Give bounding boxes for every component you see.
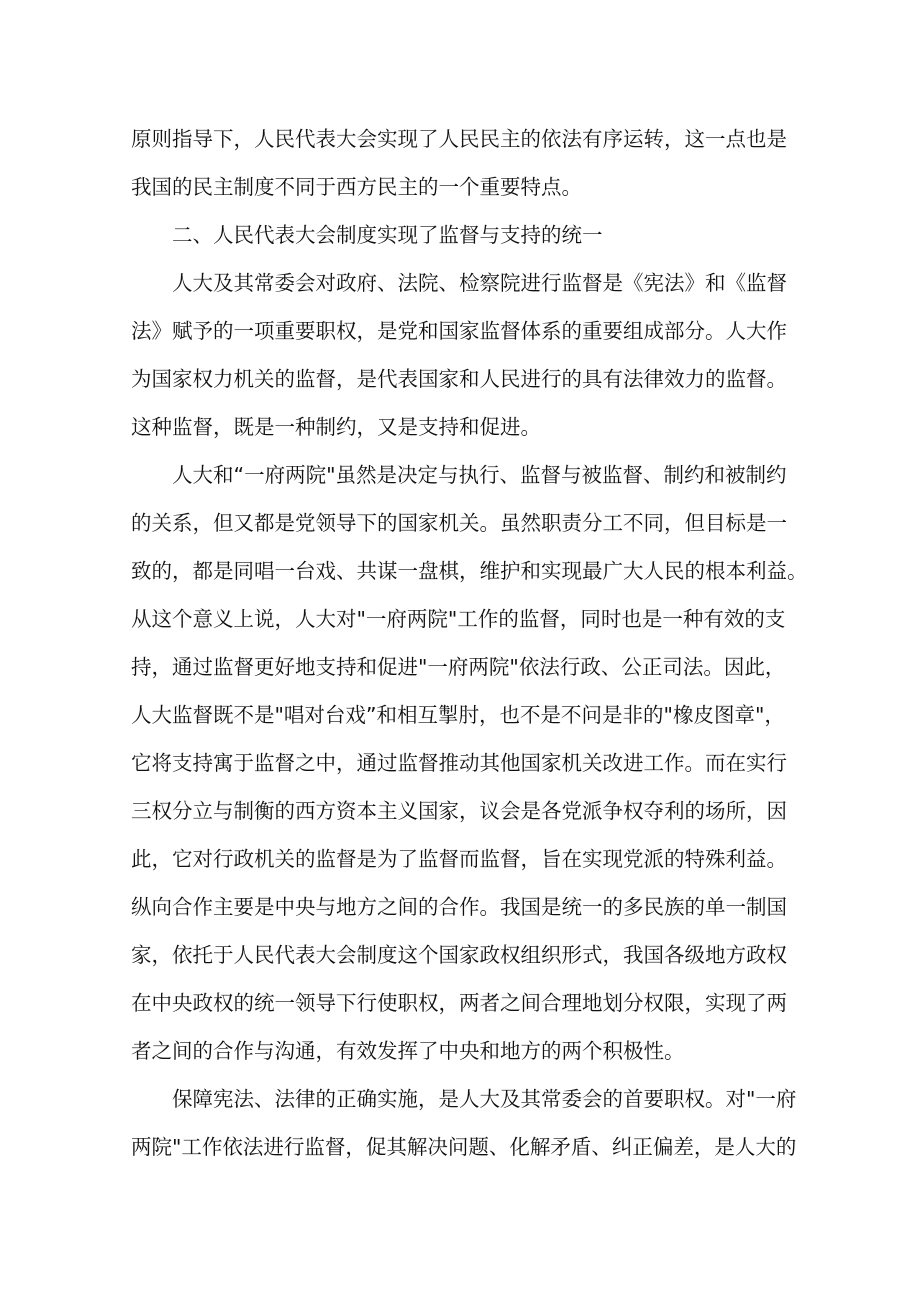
text-line: 原则指导下，人民代表大会实现了人民民主的依法有序运转，这一点也是 xyxy=(131,127,787,151)
text-line: 致的，都是同唱一台戏、共谋一盘棋，维护和实现最广大人民的根本利益。 xyxy=(131,559,808,583)
text-line: 的关系，但又都是党领导下的国家机关。虽然职责分工不同，但目标是一 xyxy=(131,511,787,535)
body-text xyxy=(131,115,808,1171)
text-line: 它将支持寓于监督之中，通过监督推动其他国家机关改进工作。而在实行 xyxy=(131,751,787,775)
text-line: 三权分立与制衡的西方资本主义国家，议会是各党派争权夺利的场所，因 xyxy=(131,799,787,823)
text-line: 者之间的合作与沟通，有效发挥了中央和地方的两个积极性。 xyxy=(131,1039,685,1063)
text-line: 人大及其常委会对政府、法院、检察院进行监督是《宪法》和《监督 xyxy=(172,271,787,295)
text-line: 从这个意义上说，人大对"一府两院"工作的监督，同时也是一种有效的支 xyxy=(131,607,786,631)
text-line: 纵向合作主要是中央与地方之间的合作。我国是统一的多民族的单一制国 xyxy=(131,895,787,919)
text-line: 此，它对行政机关的监督是为了监督而监督，旨在实现党派的特殊利益。 xyxy=(131,847,787,871)
text-line: 这种监督，既是一种制约，又是支持和促进。 xyxy=(131,415,541,439)
text-line: 持，通过监督更好地支持和促进"一府两院"依法行政、公正司法。因此， xyxy=(131,655,786,679)
text-line: 家，依托于人民代表大会制度这个国家政权组织形式，我国各级地方政权 xyxy=(131,943,787,967)
text-line: 在中央政权的统一领导下行使职权，两者之间合理地划分权限，实现了两 xyxy=(131,991,787,1015)
text-line: 法》赋予的一项重要职权，是党和国家监督体系的重要组成部分。人大作 xyxy=(131,319,787,343)
text-line: 我国的民主制度不同于西方民主的一个重要特点。 xyxy=(131,175,582,199)
text-line: 人大和“一府两院"虽然是决定与执行、监督与被监督、制约和被制约 xyxy=(172,463,787,487)
section-heading: 二、人民代表大会制度实现了监督与支持的统一 xyxy=(172,223,603,247)
text-line: 保障宪法、法律的正确实施，是人大及其常委会的首要职权。对"一府 xyxy=(172,1087,797,1111)
text-line: 为国家权力机关的监督，是代表国家和人民进行的具有法律效力的监督。 xyxy=(131,367,787,391)
text-line: 两院"工作依法进行监督，促其解决问题、化解矛盾、纠正偏差，是人大的 xyxy=(131,1135,797,1159)
text-line: 人大监督既不是"唱对台戏”和相互掣肘，也不是不问是非的"橡皮图章"， xyxy=(131,703,785,727)
